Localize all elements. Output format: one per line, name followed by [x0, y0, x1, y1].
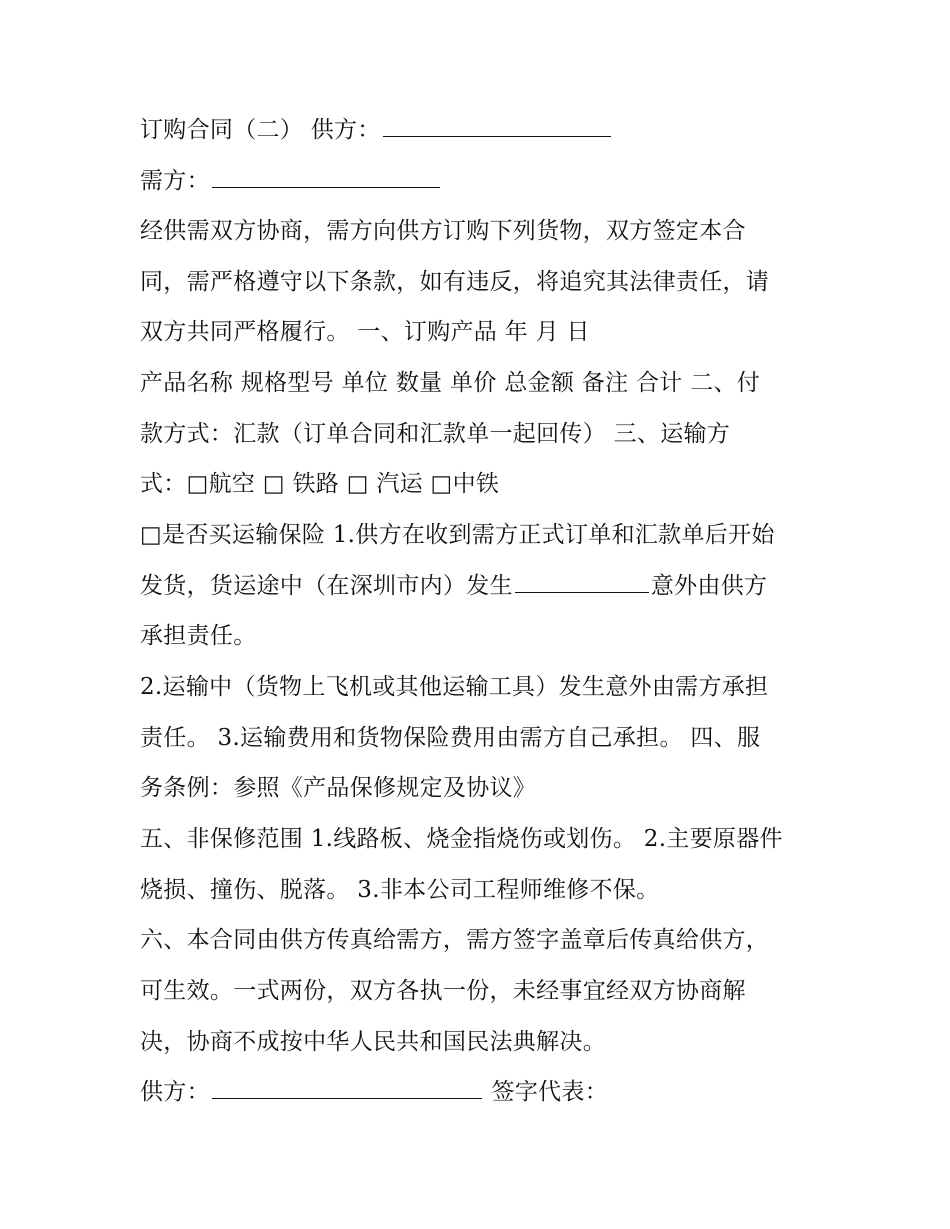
body-line [140, 1022, 830, 1062]
body-line [140, 566, 830, 606]
title-supplier-label: 订购合同（二） 供方： [140, 117, 381, 143]
body-line [140, 515, 830, 555]
body-line [140, 414, 830, 454]
supplier-sign-label: 供方： [140, 1079, 210, 1105]
body-text: 决，协商不成按中华人民共和国民法典解决。 [140, 1029, 606, 1055]
contract-title-line [140, 110, 830, 150]
body-text: 2.运输中（货物上飞机或其他运输工具）发生意外由需方承担 [140, 674, 769, 700]
body-text: 产品名称 规格型号 单位 数量 单价 总金额 备注 合计 二、付 [140, 370, 761, 396]
body-line [140, 363, 830, 403]
body-line [140, 870, 830, 910]
signature-line [140, 1072, 830, 1112]
body-text: 款方式：汇款（订单合同和汇款单一起回传） 三、运输方 [140, 421, 731, 447]
supplier-blank [383, 110, 611, 137]
body-text: 烧损、撞伤、脱落。 3.非本公司工程师维修不保。 [140, 877, 660, 903]
body-line [140, 667, 830, 707]
body-text: 同，需严格遵守以下条款，如有违反，将追究其法律责任，请 [140, 269, 770, 295]
representative-label: 签字代表： [483, 1079, 609, 1105]
body-text: □是否买运输保险 1.供方在收到需方正式订单和汇款单后开始 [140, 522, 775, 548]
supplier-sign-blank [212, 1072, 482, 1099]
body-line [140, 768, 830, 808]
body-line [140, 920, 830, 960]
body-text: 经供需双方协商，需方向供方订购下列货物，双方签定本合 [140, 218, 746, 244]
body-text: 六、本合同由供方传真给需方，需方签字盖章后传真给供方， [140, 927, 770, 953]
transport-options-line [140, 464, 830, 504]
body-line [140, 211, 830, 251]
body-text: 五、非保修范围 1.线路板、烧金指烧伤或划伤。 2.主要原器件 [140, 826, 783, 852]
body-text: 可生效。一式两份，双方各执一份，未经事宜经双方协商解 [140, 978, 746, 1004]
body-text: 承担责任。 [140, 623, 257, 649]
body-text: 意外由供方 [650, 573, 768, 599]
accident-blank [515, 566, 649, 593]
buyer-label: 需方： [140, 168, 210, 194]
body-text: 发货，货运途中（在深圳市内）发生 [140, 573, 513, 599]
body-line [140, 312, 830, 352]
body-text: 责任。 3.运输费用和货物保险费用由需方自己承担。 四、服 [140, 725, 761, 751]
body-line [140, 718, 830, 758]
body-line [140, 616, 830, 656]
body-text: 务条例：参照《产品保修规定及协议》 [140, 775, 537, 801]
transport-options-text: 式：□航空 □ 铁路 □ 汽运 □中铁 [140, 471, 500, 497]
body-text: 双方共同严格履行。 一、订购产品 年 月 日 [140, 319, 590, 345]
body-line [140, 819, 830, 859]
body-line [140, 262, 830, 302]
body-line [140, 971, 830, 1011]
buyer-line [140, 161, 830, 201]
buyer-blank [212, 161, 440, 188]
